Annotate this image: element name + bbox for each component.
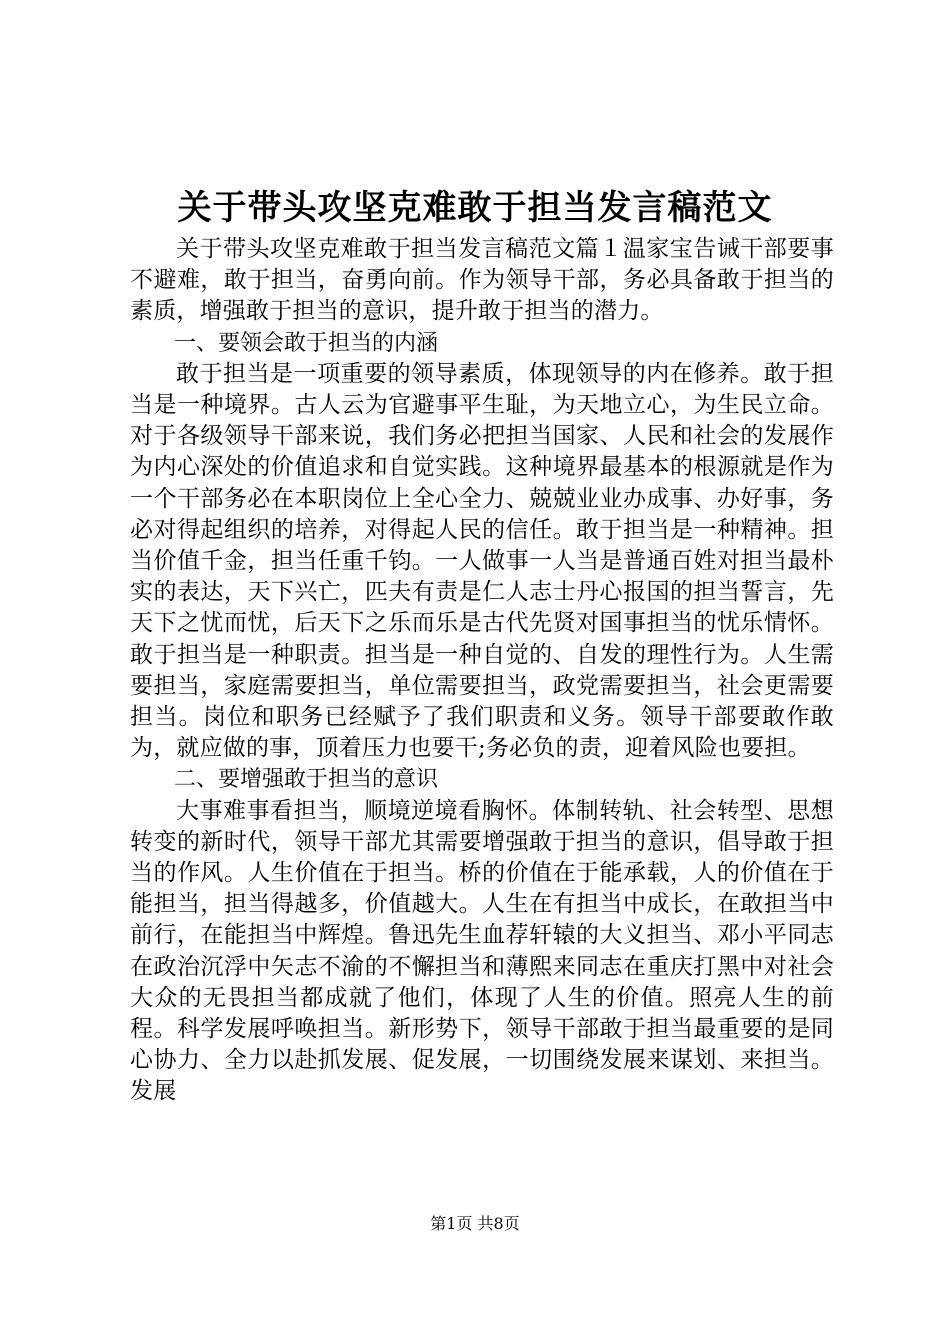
page-footer: 第1页 共8页 (430, 1214, 520, 1233)
section-heading-1: 一、要领会敢于担当的内涵 (174, 330, 439, 356)
section-heading-2: 二、要增强敢于担当的意识 (174, 767, 439, 793)
document-title: 关于带头攻坚克难敢于担当发言稿范文 (177, 188, 773, 228)
paragraph-section-2: 大事难事看担当，顺境逆境看胸怀。体制转轨、社会转型、思想转变的新时代，领导干部尤其需要增强敢于担当的意识，倡导敢于担当的作风。人生价值在于担当。桥的价值在于能承载，人的价值在于能担当，担当得越多，价值越大。人生在有担当中成长，在敢担当中前行，在能担当中辉煌。鲁迅先生血荐轩辕的大义担当、邓小平同志在政治沉浮中矢志不渝的不懈担当和薄熙来同志在重庆打黑中对社会大众的无畏担当都成就了他们，体现了人生的价值。照亮人生的前程。科学发展呼唤担当。新形势下，领导干部敢于担当最重要的是同心协力、全力以赴抓发展、促发展，一切围绕发展来谋划、来担当。发展 (130, 797, 834, 1105)
document-body (130, 234, 834, 1108)
paragraph-intro: 关于带头攻坚克难敢于担当发言稿范文篇１温家宝告诫干部要事不避难，敢于担当，奋勇向前。作为领导干部，务必具备敢于担当的素质，增强敢于担当的意识，提升敢于担当的潜力。 (130, 236, 834, 325)
paragraph-section-1: 敢于担当是一项重要的领导素质，体现领导的内在修养。敢于担当是一种境界。古人云为官避事平生耻，为天地立心，为生民立命。对于各级领导干部来说，我们务必把担当国家、人民和社会的发展作为内心深处的价值追求和自觉实践。这种境界最基本的根源就是作为一个干部务必在本职岗位上全心全力、兢兢业业办成事、办好事，务必对得起组织的培养，对得起人民的信任。敢于担当是一种精神。担当价值千金，担当任重千钧。一人做事一人当是普通百姓对担当最朴实的表达，天下兴亡，匹夫有责是仁人志士丹心报国的担当誓言，先天下之忧而忧，后天下之乐而乐是古代先贤对国事担当的忧乐情怀。敢于担当是一种职责。担当是一种自觉的、自发的理性行为。人生需要担当，家庭需要担当，单位需要担当，政党需要担当，社会更需要担当。岗位和职务已经赋予了我们职责和义务。领导干部要敢作敢为，就应做的事，顶着压力也要干;务必负的责，迎着风险也要担。 (130, 360, 834, 762)
